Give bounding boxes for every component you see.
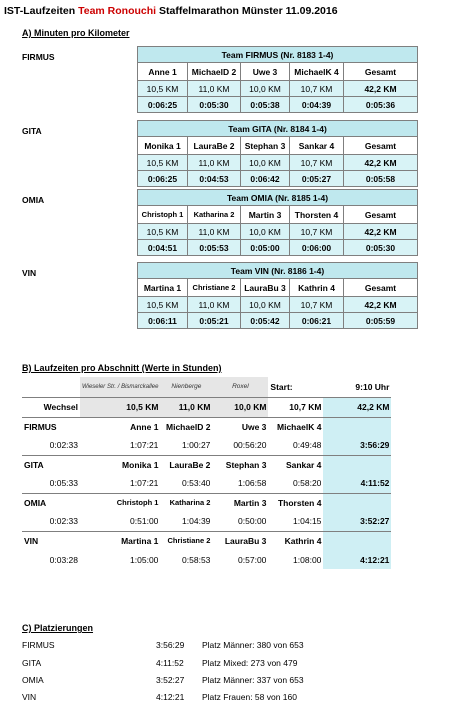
km-cell: 11,0 KM xyxy=(188,81,241,97)
total-label: Gesamt xyxy=(344,137,418,155)
offset-time: 0:03:28 xyxy=(49,554,78,565)
segment-time: 1:04:15 xyxy=(293,516,322,527)
team-header: Team GITA (Nr. 8184 1-4) xyxy=(138,121,418,137)
pace-cell: 0:05:00 xyxy=(241,240,290,256)
start-time: 9:10 Uhr xyxy=(355,381,390,392)
km-total: 42,2 KM xyxy=(344,297,418,313)
team-label-vin: VIN xyxy=(22,268,37,278)
km-total: 42,2 KM xyxy=(344,155,418,171)
total-time: 3:56:29 xyxy=(323,436,391,455)
pace-total: 0:05:59 xyxy=(344,313,418,329)
team-name: OMIA xyxy=(22,493,80,512)
runner-name: Martina 1 xyxy=(80,531,160,550)
km-cell: 10,5 KM xyxy=(138,155,188,171)
km-cell: 11,0 KM xyxy=(188,297,241,313)
runner-name: Katharina 2 xyxy=(160,493,212,512)
location-label: Roxel xyxy=(212,377,268,397)
runner-name: Sankar 4 xyxy=(268,455,323,474)
runner-name: Thorsten 4 xyxy=(290,206,344,224)
segment-time: 1:07:21 xyxy=(130,478,159,489)
runner-name: Christoph 1 xyxy=(80,493,160,512)
runner-name: MichaelK 4 xyxy=(268,417,323,436)
wechsel-label: Wechsel xyxy=(22,397,80,417)
runner-name: Christiane 2 xyxy=(160,531,212,550)
segment-times-table xyxy=(22,377,391,569)
pace-cell: 0:05:53 xyxy=(188,240,241,256)
km-cell: 11,0 KM xyxy=(188,155,241,171)
km-total: 42,2 KM xyxy=(323,397,391,417)
total-time: 4:11:52 xyxy=(323,474,391,493)
km-cell: 10,0 KM xyxy=(241,297,290,313)
km-cell: 10,5 KM xyxy=(138,297,188,313)
km-cell: 10,7 KM xyxy=(290,81,344,97)
team-table-firmus xyxy=(137,46,418,113)
segment-time: 1:04:39 xyxy=(182,516,211,527)
runner-name: Katharina 2 xyxy=(188,206,241,224)
location-label: Nienberge xyxy=(160,377,212,397)
team-header: Team OMIA (Nr. 8185 1-4) xyxy=(138,190,418,206)
pace-total: 0:05:36 xyxy=(344,97,418,113)
segment-time: 0:50:00 xyxy=(238,516,267,527)
segment-time: 0:51:00 xyxy=(130,516,159,527)
km-cell: 10,7 KM xyxy=(290,155,344,171)
team-table-gita xyxy=(137,120,418,187)
segment-time: 1:00:27 xyxy=(182,440,211,451)
total-label: Gesamt xyxy=(344,63,418,81)
placement-time: 4:12:21 xyxy=(156,692,185,702)
pace-cell: 0:06:11 xyxy=(138,313,188,329)
runner-name: MichaelD 2 xyxy=(160,417,212,436)
page-title: IST-Laufzeiten Team Ronouchi Staffelmarathon Münster 11.09.2016 xyxy=(4,5,338,17)
section-b-heading: B) Laufzeiten pro Abschnitt (Werte in Stunden) xyxy=(22,363,222,373)
offset-time: 0:02:33 xyxy=(49,440,78,451)
total-time: 4:12:21 xyxy=(323,550,391,569)
total-time: 3:52:27 xyxy=(323,512,391,531)
team-label-firmus: FIRMUS xyxy=(22,52,55,62)
offset-time: 0:05:33 xyxy=(49,478,78,489)
km-cell: 10,0 KM xyxy=(241,155,290,171)
pace-cell: 0:06:00 xyxy=(290,240,344,256)
km-cell: 10,5 KM xyxy=(80,397,160,417)
location-label: Wieseler Str. / Bismarckallee xyxy=(80,377,160,397)
km-total: 42,2 KM xyxy=(344,81,418,97)
segment-time: 1:07:21 xyxy=(130,440,159,451)
pace-cell: 0:05:42 xyxy=(241,313,290,329)
team-header: Team VIN (Nr. 8186 1-4) xyxy=(138,263,418,279)
segment-time: 1:08:00 xyxy=(293,554,322,565)
km-cell: 11,0 KM xyxy=(160,397,212,417)
pace-cell: 0:06:21 xyxy=(290,313,344,329)
runner-name: Christiane 2 xyxy=(188,279,241,297)
team-table-vin xyxy=(137,262,418,329)
team-table-omia xyxy=(137,189,418,256)
total-label: Gesamt xyxy=(344,206,418,224)
placement-team: OMIA xyxy=(22,675,44,685)
km-cell: 10,5 KM xyxy=(138,224,188,240)
km-cell: 10,0 KM xyxy=(241,224,290,240)
runner-name: MichaelK 4 xyxy=(290,63,344,81)
team-header: Team FIRMUS (Nr. 8183 1-4) xyxy=(138,47,418,63)
pace-cell: 0:04:39 xyxy=(290,97,344,113)
runner-name: Stephan 3 xyxy=(212,455,268,474)
runner-name: Anne 1 xyxy=(138,63,188,81)
placement-team: VIN xyxy=(22,692,37,702)
segment-time: 00:56:20 xyxy=(233,440,267,451)
segment-time: 1:05:00 xyxy=(130,554,159,565)
runner-name: MichaelD 2 xyxy=(188,63,241,81)
pace-cell: 0:06:42 xyxy=(241,171,290,187)
runner-name: Martin 3 xyxy=(241,206,290,224)
pace-cell: 0:05:38 xyxy=(241,97,290,113)
km-cell: 10,5 KM xyxy=(138,81,188,97)
segment-time: 0:53:40 xyxy=(182,478,211,489)
placement-team: FIRMUS xyxy=(22,640,55,650)
runner-name: Thorsten 4 xyxy=(268,493,323,512)
km-cell: 10,0 KM xyxy=(241,81,290,97)
km-cell: 11,0 KM xyxy=(188,224,241,240)
runner-name: Monika 1 xyxy=(80,455,160,474)
runner-name: Christoph 1 xyxy=(138,206,188,224)
segment-time: 0:58:53 xyxy=(182,554,211,565)
runner-name: Martin 3 xyxy=(212,493,268,512)
placement-text: Platz Frauen: 58 von 160 xyxy=(202,692,297,702)
pace-cell: 0:06:25 xyxy=(138,97,188,113)
pace-cell: 0:05:21 xyxy=(188,313,241,329)
team-name: GITA xyxy=(22,455,80,474)
team-name: VIN xyxy=(22,531,80,550)
placement-team: GITA xyxy=(22,658,42,668)
segment-time: 0:57:00 xyxy=(238,554,267,565)
km-total: 42,2 KM xyxy=(344,224,418,240)
runner-name: Anne 1 xyxy=(80,417,160,436)
runner-name: Kathrin 4 xyxy=(268,531,323,550)
placement-text: Platz Männer: 337 von 653 xyxy=(202,675,304,685)
km-cell: 10,7 KM xyxy=(268,397,323,417)
pace-cell: 0:06:25 xyxy=(138,171,188,187)
segment-time: 0:58:20 xyxy=(293,478,322,489)
runner-name: Uwe 3 xyxy=(212,417,268,436)
runner-name: LauraBe 2 xyxy=(188,137,241,155)
pace-cell: 0:04:51 xyxy=(138,240,188,256)
pace-cell: 0:04:53 xyxy=(188,171,241,187)
runner-name: Martina 1 xyxy=(138,279,188,297)
km-cell: 10,7 KM xyxy=(290,224,344,240)
start-label: Start: xyxy=(270,381,293,392)
runner-name: Uwe 3 xyxy=(241,63,290,81)
placement-time: 3:56:29 xyxy=(156,640,185,650)
km-cell: 10,7 KM xyxy=(290,297,344,313)
section-c-heading: C) Platzierungen xyxy=(22,623,94,633)
team-label-gita: GITA xyxy=(22,126,42,136)
runner-name: Stephan 3 xyxy=(241,137,290,155)
km-cell: 10,0 KM xyxy=(212,397,268,417)
runner-name: LauraBu 3 xyxy=(241,279,290,297)
pace-cell: 0:05:30 xyxy=(188,97,241,113)
runner-name: Kathrin 4 xyxy=(290,279,344,297)
placement-text: Platz Männer: 380 von 653 xyxy=(202,640,304,650)
team-name: FIRMUS xyxy=(22,417,80,436)
section-a-heading: A) Minuten pro Kilometer xyxy=(22,28,130,38)
placement-time: 4:11:52 xyxy=(156,658,184,668)
total-label: Gesamt xyxy=(344,279,418,297)
pace-total: 0:05:58 xyxy=(344,171,418,187)
runner-name: Monika 1 xyxy=(138,137,188,155)
segment-time: 0:49:48 xyxy=(293,440,322,451)
placement-time: 3:52:27 xyxy=(156,675,185,685)
offset-time: 0:02:33 xyxy=(49,516,78,527)
segment-time: 1:06:58 xyxy=(238,478,267,489)
team-label-omia: OMIA xyxy=(22,195,45,205)
pace-total: 0:05:30 xyxy=(344,240,418,256)
runner-name: Sankar 4 xyxy=(290,137,344,155)
placement-text: Platz Mixed: 273 von 479 xyxy=(202,658,298,668)
runner-name: LauraBe 2 xyxy=(160,455,212,474)
pace-cell: 0:05:27 xyxy=(290,171,344,187)
runner-name: LauraBu 3 xyxy=(212,531,268,550)
